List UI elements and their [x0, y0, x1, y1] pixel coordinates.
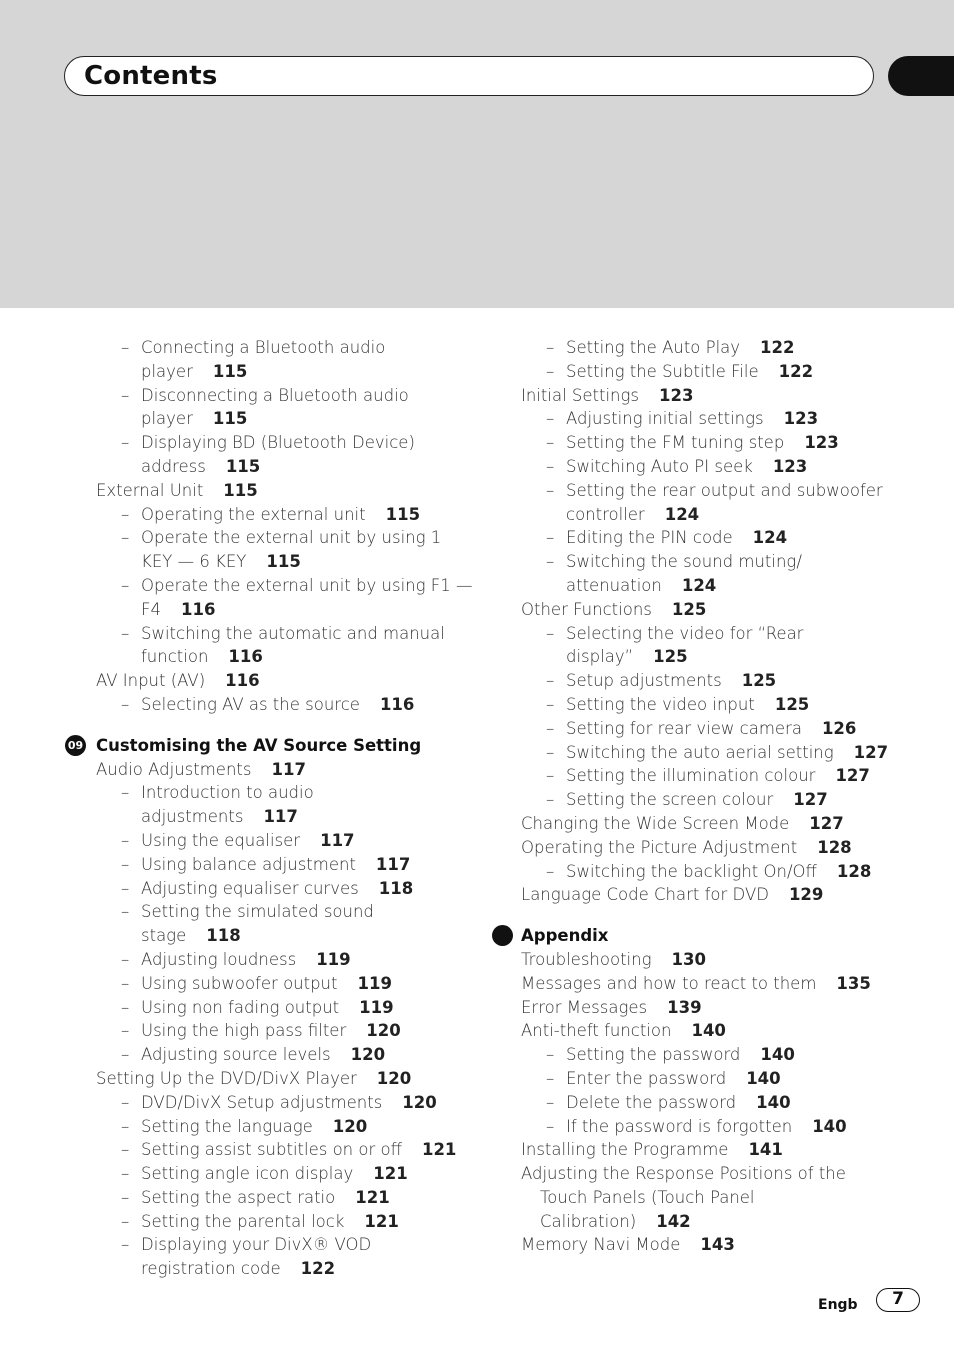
entry-text: Installing the Programme: [521, 1140, 729, 1160]
entry-text: Enter the password: [566, 1068, 727, 1088]
entry-text: Introduction to audio: [141, 783, 314, 803]
dash-bullet-icon: –: [121, 1092, 130, 1112]
entry-text: stage: [141, 926, 187, 946]
entry-page-number: 124: [664, 504, 700, 524]
toc-subentry: [521, 788, 931, 812]
entry-text: Setting the screen colour: [566, 790, 774, 810]
toc-entry-continuation: [96, 924, 476, 948]
toc-subentry: [96, 900, 476, 924]
entry-page-number: 125: [774, 694, 810, 714]
entry-text: Displaying your DivX® VOD: [141, 1235, 372, 1255]
toc-entry-continuation: [521, 574, 931, 598]
dash-bullet-icon: –: [546, 694, 555, 714]
toc-entry: [521, 598, 931, 622]
toc-entry-continuation: [521, 1186, 931, 1210]
dash-bullet-icon: –: [121, 433, 130, 453]
entry-page-number: 129: [788, 885, 824, 905]
toc-subentry: [521, 764, 931, 788]
entry-text: Adjusting loudness: [141, 949, 297, 969]
entry-page-number: 139: [667, 997, 702, 1017]
toc-subentry: [96, 1186, 476, 1210]
entry-text: Other Functions: [521, 599, 652, 619]
entry-page-number: 115: [223, 480, 258, 500]
entry-text: Connecting a Bluetooth audio: [141, 338, 386, 357]
entry-page-number: 140: [760, 1045, 795, 1065]
dash-bullet-icon: –: [121, 504, 130, 524]
toc-entry: [96, 758, 476, 782]
toc-subentry: [521, 860, 931, 884]
toc-subentry: [521, 622, 931, 646]
toc-subentry: [521, 1115, 931, 1139]
entry-page-number: 143: [700, 1235, 735, 1255]
entry-page-number: 122: [760, 338, 795, 357]
dash-bullet-icon: –: [121, 878, 130, 898]
dash-bullet-icon: –: [546, 742, 555, 762]
entry-text: Using the high pass filter: [141, 1021, 347, 1041]
entry-page-number: 120: [376, 1068, 412, 1088]
toc-entry: [96, 669, 476, 693]
entry-text: Operate the external unit by using 1: [141, 528, 442, 548]
entry-page-number: 142: [656, 1211, 691, 1231]
entry-text: Operating the Picture Adjustment: [521, 837, 798, 857]
dash-bullet-icon: –: [546, 338, 555, 357]
page-title: Contents: [84, 61, 218, 91]
entry-page-number: 124: [752, 528, 788, 548]
toc-subentry: [96, 1115, 476, 1139]
toc-entry: [521, 384, 931, 408]
toc-subentry: [521, 336, 931, 360]
entry-text: adjustments: [141, 807, 244, 827]
dash-bullet-icon: –: [546, 790, 555, 810]
entry-page-number: 123: [772, 456, 808, 476]
entry-text: Switching the backlight On/Off: [566, 861, 817, 881]
entry-text: Switching Auto PI seek: [566, 456, 753, 476]
entry-text: AV Input (AV): [96, 671, 206, 691]
entry-page-number: 118: [378, 878, 414, 898]
entry-text: Calibration): [540, 1211, 637, 1231]
entry-page-number: 123: [783, 409, 819, 429]
toc-subentry: [521, 717, 931, 741]
toc-entry: [521, 948, 931, 972]
entry-page-number: 126: [821, 718, 857, 738]
footer-language-code: Engb: [818, 1297, 858, 1313]
dash-bullet-icon: –: [121, 694, 130, 714]
entry-text: Operate the external unit by using F1 —: [141, 575, 473, 595]
toc-subentry: [96, 781, 476, 805]
section-gap: [96, 717, 476, 734]
entry-page-number: 120: [366, 1021, 401, 1041]
toc-entry: [521, 836, 931, 860]
toc-entry: [521, 1019, 931, 1043]
dash-bullet-icon: –: [121, 1045, 130, 1065]
dash-bullet-icon: –: [546, 480, 555, 500]
toc-subentry: [96, 503, 476, 527]
entry-text: Setting angle icon display: [141, 1164, 354, 1184]
toc-subentry: [96, 877, 476, 901]
entry-text: Setting for rear view camera: [566, 718, 802, 738]
entry-page-number: 127: [793, 790, 828, 810]
entry-page-number: 119: [316, 949, 351, 969]
toc-subentry: [96, 1043, 476, 1067]
entry-page-number: 140: [812, 1116, 847, 1136]
entry-text: Setting the illumination colour: [566, 766, 816, 786]
toc-entry-continuation: [96, 455, 476, 479]
entry-text: Editing the PIN code: [566, 528, 733, 548]
dash-bullet-icon: –: [546, 456, 555, 476]
dash-bullet-icon: –: [546, 766, 555, 786]
toc-subentry: [96, 526, 476, 550]
entry-text: Setting the password: [566, 1045, 741, 1065]
entry-text: Adjusting equaliser curves: [141, 878, 359, 898]
entry-text: Troubleshooting: [521, 949, 652, 969]
toc-entry-continuation: [96, 805, 476, 829]
dash-bullet-icon: –: [546, 861, 555, 881]
entry-page-number: 117: [320, 830, 355, 850]
toc-entry: [96, 479, 476, 503]
toc-subentry: [521, 669, 931, 693]
toc-entry: [96, 1067, 476, 1091]
toc-subentry: [96, 829, 476, 853]
entry-text: Changing the Wide Screen Mode: [521, 813, 790, 833]
toc-subentry: [96, 996, 476, 1020]
toc-subentry: [96, 1210, 476, 1234]
entry-text: Switching the automatic and manual: [141, 623, 445, 643]
entry-page-number: 119: [359, 997, 394, 1017]
entry-text: Anti-theft function: [521, 1021, 672, 1041]
entry-text: DVD/DivX Setup adjustments: [141, 1092, 383, 1112]
entry-page-number: 116: [228, 647, 263, 667]
entry-text: Setup adjustments: [566, 671, 722, 691]
toc-entry-continuation: [96, 1257, 476, 1281]
entry-page-number: 141: [748, 1140, 783, 1160]
entry-page-number: 140: [756, 1092, 791, 1112]
chapter-number-badge: 09: [65, 735, 86, 756]
toc-subentry: [96, 336, 476, 360]
dash-bullet-icon: –: [121, 973, 130, 993]
dash-bullet-icon: –: [121, 1140, 130, 1160]
toc-entry: [521, 1233, 931, 1257]
toc-subentry: [521, 1043, 931, 1067]
page-number: 7: [876, 1288, 920, 1312]
entry-text: Using balance adjustment: [141, 854, 356, 874]
entry-text: Touch Panels (Touch Panel: [540, 1187, 755, 1207]
entry-text: function: [141, 647, 209, 667]
dash-bullet-icon: –: [546, 1045, 555, 1065]
entry-text: Displaying BD (Bluetooth Device): [141, 433, 415, 453]
entry-page-number: 128: [817, 837, 852, 857]
entry-text: player: [141, 361, 193, 381]
entry-page-number: 128: [836, 861, 872, 881]
toc-subentry: [521, 550, 931, 574]
entry-page-number: 115: [225, 456, 261, 476]
section-heading-text: Customising the AV Source Setting: [96, 735, 422, 755]
entry-page-number: 121: [421, 1140, 457, 1160]
entry-page-number: 121: [364, 1211, 399, 1231]
entry-text: Memory Navi Mode: [521, 1235, 681, 1255]
dash-bullet-icon: –: [121, 1164, 130, 1184]
entry-page-number: 117: [271, 759, 306, 779]
toc-subentry: [521, 407, 931, 431]
toc-subentry: [96, 574, 476, 598]
toc-subentry: [96, 622, 476, 646]
entry-page-number: 118: [206, 926, 241, 946]
toc-subentry: [521, 1091, 931, 1115]
toc-entry: [521, 996, 931, 1020]
dash-bullet-icon: –: [121, 623, 130, 643]
toc-subentry: [96, 972, 476, 996]
entry-page-number: 120: [350, 1045, 386, 1065]
entry-page-number: 116: [225, 671, 260, 691]
entry-text: Setting the rear output and subwoofer: [566, 480, 883, 500]
dash-bullet-icon: –: [546, 623, 555, 643]
entry-text: registration code: [141, 1259, 281, 1279]
dash-bullet-icon: –: [121, 949, 130, 969]
toc-subentry: [521, 693, 931, 717]
entry-page-number: 119: [357, 973, 392, 993]
entry-text: KEY — 6 KEY: [141, 552, 247, 572]
section-heading-text: Appendix: [521, 926, 609, 946]
entry-page-number: 115: [385, 504, 421, 524]
entry-page-number: 123: [804, 433, 839, 453]
entry-text: Adjusting source levels: [141, 1045, 331, 1065]
dash-bullet-icon: –: [121, 1235, 130, 1255]
toc-entry: [521, 812, 931, 836]
dash-bullet-icon: –: [121, 783, 130, 803]
entry-text: Operating the external unit: [141, 504, 366, 524]
dash-bullet-icon: –: [121, 997, 130, 1017]
entry-text: F4: [141, 599, 161, 619]
dash-bullet-icon: –: [121, 338, 130, 357]
dash-bullet-icon: –: [546, 1068, 555, 1088]
entry-page-number: 135: [836, 973, 871, 993]
entry-page-number: 140: [746, 1068, 781, 1088]
entry-text: Adjusting initial settings: [566, 409, 764, 429]
toc-entry-continuation: [521, 503, 931, 527]
entry-text: Error Messages: [521, 997, 648, 1017]
entry-page-number: 116: [379, 694, 415, 714]
entry-text: Selecting AV as the source: [141, 694, 360, 714]
entry-page-number: 130: [671, 949, 706, 969]
dash-bullet-icon: –: [121, 902, 130, 922]
toc-subentry: [521, 1067, 931, 1091]
toc-subentry: [521, 741, 931, 765]
entry-page-number: 125: [671, 599, 707, 619]
dash-bullet-icon: –: [121, 1187, 130, 1207]
dash-bullet-icon: –: [546, 433, 555, 453]
entry-text: Setting assist subtitles on or off: [141, 1140, 402, 1160]
toc-section-heading: [521, 924, 931, 948]
entry-page-number: 117: [375, 854, 411, 874]
entry-text: Setting Up the DVD/DivX Player: [96, 1068, 357, 1088]
dash-bullet-icon: –: [546, 528, 555, 548]
entry-text: Setting the language: [141, 1116, 313, 1136]
entry-text: Switching the sound muting/: [566, 552, 802, 572]
entry-text: If the password is forgotten: [566, 1116, 793, 1136]
toc-entry: [521, 1162, 931, 1186]
toc-subentry: [96, 431, 476, 455]
entry-text: Messages and how to react to them: [521, 973, 817, 993]
entry-page-number: 125: [653, 647, 688, 667]
dash-bullet-icon: –: [546, 1116, 555, 1136]
toc-subentry: [96, 1138, 476, 1162]
toc-subentry: [521, 431, 931, 455]
entry-text: controller: [566, 504, 645, 524]
entry-text: Initial Settings: [521, 385, 640, 405]
dash-bullet-icon: –: [546, 671, 555, 691]
entry-text: Disconnecting a Bluetooth audio: [141, 385, 409, 405]
dash-bullet-icon: –: [121, 830, 130, 850]
toc-entry-continuation: [521, 1210, 931, 1234]
entry-page-number: 123: [659, 385, 694, 405]
section-tab-marker: [888, 56, 954, 96]
entry-page-number: 120: [332, 1116, 368, 1136]
dash-bullet-icon: –: [546, 409, 555, 429]
entry-text: Setting the video input: [566, 694, 755, 714]
entry-page-number: 127: [853, 742, 889, 762]
entry-page-number: 140: [691, 1021, 726, 1041]
entry-text: Using the equaliser: [141, 830, 301, 850]
toc-subentry: [96, 1091, 476, 1115]
entry-text: Setting the aspect ratio: [141, 1187, 336, 1207]
dash-bullet-icon: –: [121, 385, 130, 405]
chapter-bullet-icon: [492, 925, 513, 946]
entry-text: Setting the Subtitle File: [566, 361, 759, 381]
toc-subentry: [521, 455, 931, 479]
dash-bullet-icon: –: [546, 361, 555, 381]
toc-subentry: [521, 360, 931, 384]
entry-page-number: 122: [778, 361, 814, 381]
toc-left-column: [67, 336, 476, 1281]
entry-page-number: 121: [373, 1164, 408, 1184]
entry-page-number: 124: [681, 575, 717, 595]
dash-bullet-icon: –: [546, 1092, 555, 1112]
entry-page-number: 122: [300, 1259, 336, 1279]
entry-text: Setting the Auto Play: [566, 338, 741, 357]
toc-entry: [521, 972, 931, 996]
dash-bullet-icon: –: [546, 718, 555, 738]
dash-bullet-icon: –: [121, 528, 130, 548]
entry-page-number: 115: [212, 361, 248, 381]
toc-subentry: [96, 948, 476, 972]
entry-text: Setting the parental lock: [141, 1211, 345, 1231]
entry-text: address: [141, 456, 206, 476]
section-gap: [521, 907, 931, 924]
dash-bullet-icon: –: [121, 854, 130, 874]
entry-text: External Unit: [96, 480, 204, 500]
entry-page-number: 127: [809, 813, 844, 833]
entry-text: player: [141, 409, 193, 429]
dash-bullet-icon: –: [121, 1116, 130, 1136]
entry-page-number: 116: [181, 599, 216, 619]
header-banner: [0, 0, 954, 308]
entry-page-number: 121: [355, 1187, 390, 1207]
entry-page-number: 127: [835, 766, 870, 786]
toc-subentry: [96, 853, 476, 877]
entry-text: Delete the password: [566, 1092, 737, 1112]
entry-page-number: 115: [266, 552, 301, 572]
entry-text: display”: [566, 647, 634, 667]
entry-text: Selecting the video for “Rear: [566, 623, 804, 643]
entry-page-number: 120: [402, 1092, 437, 1112]
toc-subentry: [96, 1162, 476, 1186]
entry-page-number: 117: [263, 807, 298, 827]
toc-entry-continuation: [96, 598, 476, 622]
toc-entry-continuation: [521, 645, 931, 669]
toc-subentry: [96, 1233, 476, 1257]
toc-section-heading: [67, 734, 476, 758]
dash-bullet-icon: –: [121, 1211, 130, 1231]
toc-subentry: [96, 384, 476, 408]
entry-text: Setting the simulated sound: [141, 902, 374, 922]
toc-subentry: [96, 1019, 476, 1043]
toc-entry-continuation: [96, 550, 476, 574]
toc-entry: [521, 1138, 931, 1162]
entry-page-number: 115: [212, 409, 248, 429]
entry-text: Language Code Chart for DVD: [521, 885, 769, 905]
entry-text: Using subwoofer output: [141, 973, 338, 993]
dash-bullet-icon: –: [121, 575, 130, 595]
toc-subentry: [96, 693, 476, 717]
entry-text: attenuation: [566, 575, 662, 595]
entry-text: Setting the FM tuning step: [566, 433, 785, 453]
toc-entry-continuation: [96, 645, 476, 669]
toc-entry-continuation: [96, 407, 476, 431]
entry-page-number: 125: [741, 671, 777, 691]
toc-subentry: [521, 479, 931, 503]
toc-entry: [521, 883, 931, 907]
toc-subentry: [521, 526, 931, 550]
entry-text: Adjusting the Response Positions of the: [521, 1164, 846, 1184]
toc-right-column: [521, 336, 931, 1257]
entry-text: Using non fading output: [141, 997, 340, 1017]
dash-bullet-icon: –: [546, 552, 555, 572]
dash-bullet-icon: –: [121, 1021, 130, 1041]
entry-text: Switching the auto aerial setting: [566, 742, 834, 762]
toc-entry-continuation: [96, 360, 476, 384]
entry-text: Audio Adjustments: [96, 759, 252, 779]
